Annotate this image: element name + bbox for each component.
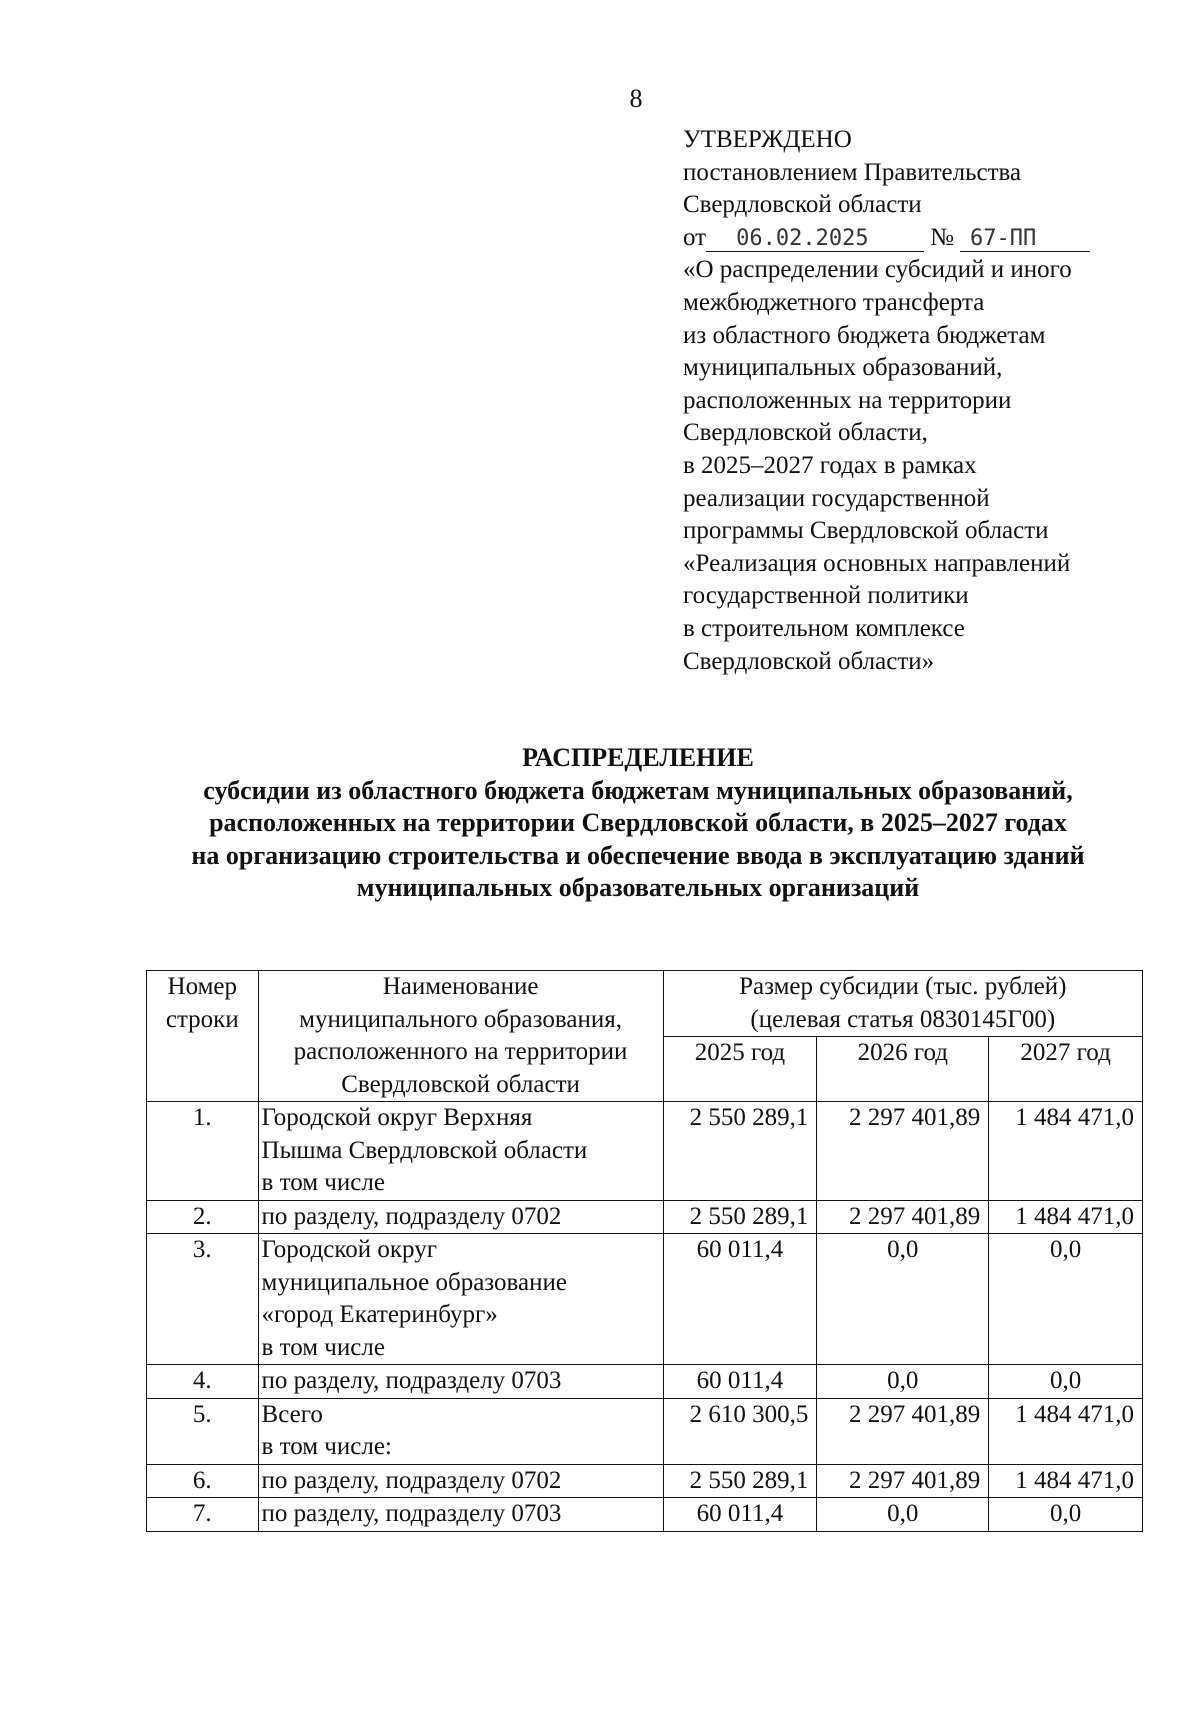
- subsidy-2026: 2 297 401,89: [817, 1398, 989, 1464]
- header-text: Наименование: [382, 973, 539, 1000]
- row-number: 4.: [147, 1365, 259, 1399]
- approval-line-1: постановлением Правительства: [683, 158, 1022, 186]
- decree-title-line: государственной политики: [683, 582, 969, 610]
- heading-line: муниципальных образовательных организаций: [356, 873, 920, 902]
- table-row: [147, 1102, 1143, 1201]
- municipality-name-line: по разделу, подразделу 0702: [261, 1202, 562, 1230]
- subsidy-2025: 2 610 300,5: [663, 1398, 817, 1464]
- table-row: [147, 1365, 1143, 1399]
- row-number: 6.: [147, 1464, 259, 1498]
- subsidy-2027: 1 484 471,0: [989, 1200, 1143, 1234]
- subsidy-2027: 0,0: [989, 1498, 1143, 1532]
- subsidy-2027: 1 484 471,0: [989, 1102, 1143, 1201]
- subsidy-2026: 2 297 401,89: [817, 1464, 989, 1498]
- municipality-name-line: Городской округ: [261, 1236, 437, 1263]
- table-row: [147, 1398, 1143, 1464]
- table-body: [147, 971, 1143, 1532]
- subsidy-2025: 2 550 289,1: [663, 1464, 817, 1498]
- municipality-name-line: муниципальное образование: [261, 1268, 567, 1296]
- decree-date: 06.02.2025: [706, 227, 924, 252]
- municipality-name: [258, 1398, 663, 1464]
- header-text: (целевая статья 0830145Г00): [750, 1005, 1056, 1033]
- heading-line: расположенных на территории Свердловской области, в 2025–2027 годах: [209, 808, 1067, 837]
- document-heading: [100, 742, 1176, 905]
- subsidy-2026: 0,0: [817, 1365, 989, 1399]
- row-number: 5.: [147, 1398, 259, 1464]
- date-prefix: от: [683, 223, 707, 251]
- decree-title-line: «О распределении субсидий и иного: [683, 256, 1072, 284]
- subsidy-2025: 60 011,4: [663, 1365, 817, 1399]
- header-subsidy: [663, 971, 1142, 1037]
- header-text: расположенного на территории: [293, 1038, 628, 1065]
- row-number: 1.: [147, 1102, 259, 1201]
- municipality-name: [258, 1498, 663, 1532]
- decree-title-line: муниципальных образований,: [683, 354, 1003, 382]
- decree-title-line: в 2025–2027 годах в рамках: [683, 451, 977, 479]
- municipality-name: [258, 1102, 663, 1201]
- row-number: 3.: [147, 1234, 259, 1365]
- decree-title-line: расположенных на территории: [683, 386, 1012, 414]
- subsidy-2026: 2 297 401,89: [817, 1200, 989, 1234]
- subsidy-2027: 1 484 471,0: [989, 1398, 1143, 1464]
- municipality-name-line: в том числе: [261, 1333, 385, 1361]
- municipality-name-line: Городской округ Верхняя: [261, 1104, 533, 1131]
- decree-title-line: программы Свердловской области: [683, 517, 1049, 545]
- header-year-2025: 2025 год: [663, 1037, 817, 1102]
- header-year-2026: 2026 год: [817, 1037, 989, 1102]
- municipality-name-line: по разделу, подразделу 0702: [261, 1466, 562, 1494]
- header-text: Номер: [167, 973, 238, 1000]
- subsidy-2026: 0,0: [817, 1498, 989, 1532]
- subsidy-2025: 60 011,4: [663, 1498, 817, 1532]
- decree-title-line: межбюджетного трансферта: [683, 288, 985, 316]
- decree-title-line: реализации государственной: [683, 484, 990, 512]
- header-text: строки: [165, 1005, 239, 1033]
- municipality-name-line: в том числе: [261, 1169, 385, 1196]
- header-text: Размер субсидии (тыс. рублей): [739, 973, 1067, 1000]
- municipality-name-line: «город Екатеринбург»: [261, 1301, 498, 1328]
- header-year-2027: 2027 год: [989, 1037, 1143, 1102]
- approval-block: [683, 124, 1153, 678]
- subsidy-2025: 2 550 289,1: [663, 1102, 817, 1201]
- row-number: 7.: [147, 1498, 259, 1532]
- number-prefix: №: [930, 223, 954, 251]
- approval-date-line: [683, 222, 1153, 255]
- table-row: [147, 1234, 1143, 1365]
- municipality-name-line: Всего: [261, 1400, 323, 1428]
- header-text: Свердловской области: [341, 1070, 580, 1098]
- heading-line: субсидии из областного бюджета бюджетам муниципальных образований,: [203, 775, 1073, 805]
- decree-title-line: «Реализация основных направлений: [683, 549, 1071, 577]
- decree-title-line: Свердловской области»: [683, 647, 935, 675]
- municipality-name: [258, 1365, 663, 1399]
- municipality-name-line: по разделу, подразделу 0703: [261, 1367, 562, 1394]
- decree-title-line: из областного бюджета бюджетам: [683, 321, 1046, 349]
- decree-title-line: в строительном комплексе: [683, 614, 965, 642]
- header-municipality: [258, 971, 663, 1102]
- heading-line: на организацию строительства и обеспечение ввода в эксплуатацию зданий: [191, 840, 1085, 870]
- decree-title-line: Свердловской области,: [683, 419, 928, 447]
- table-header-row: [147, 971, 1143, 1037]
- municipality-name-line: в том числе:: [261, 1433, 392, 1460]
- municipality-name: [258, 1234, 663, 1365]
- approval-line-2: Свердловской области: [683, 191, 922, 219]
- subsidy-2025: 60 011,4: [663, 1234, 817, 1365]
- page-number: 8: [629, 84, 643, 113]
- subsidy-2025: 2 550 289,1: [663, 1200, 817, 1234]
- subsidy-2027: 0,0: [989, 1234, 1143, 1365]
- table-row: [147, 1200, 1143, 1234]
- header-row-number: [147, 971, 259, 1102]
- subsidy-2026: 2 297 401,89: [817, 1102, 989, 1201]
- subsidy-2027: 0,0: [989, 1365, 1143, 1399]
- decree-number: 67-ПП: [960, 227, 1090, 252]
- approved-label: УТВЕРЖДЕНО: [683, 126, 852, 153]
- table-row: [147, 1498, 1143, 1532]
- heading-title: РАСПРЕДЕЛЕНИЕ: [522, 743, 754, 772]
- municipality-name-line: по разделу, подразделу 0703: [261, 1500, 562, 1527]
- municipality-name-line: Пышма Свердловской области: [261, 1136, 588, 1164]
- table-row: [147, 1464, 1143, 1498]
- distribution-table: [146, 970, 1143, 1532]
- header-text: муниципального образования,: [299, 1005, 622, 1033]
- municipality-name: [258, 1200, 663, 1234]
- subsidy-2027: 1 484 471,0: [989, 1464, 1143, 1498]
- row-number: 2.: [147, 1200, 259, 1234]
- municipality-name: [258, 1464, 663, 1498]
- subsidy-2026: 0,0: [817, 1234, 989, 1365]
